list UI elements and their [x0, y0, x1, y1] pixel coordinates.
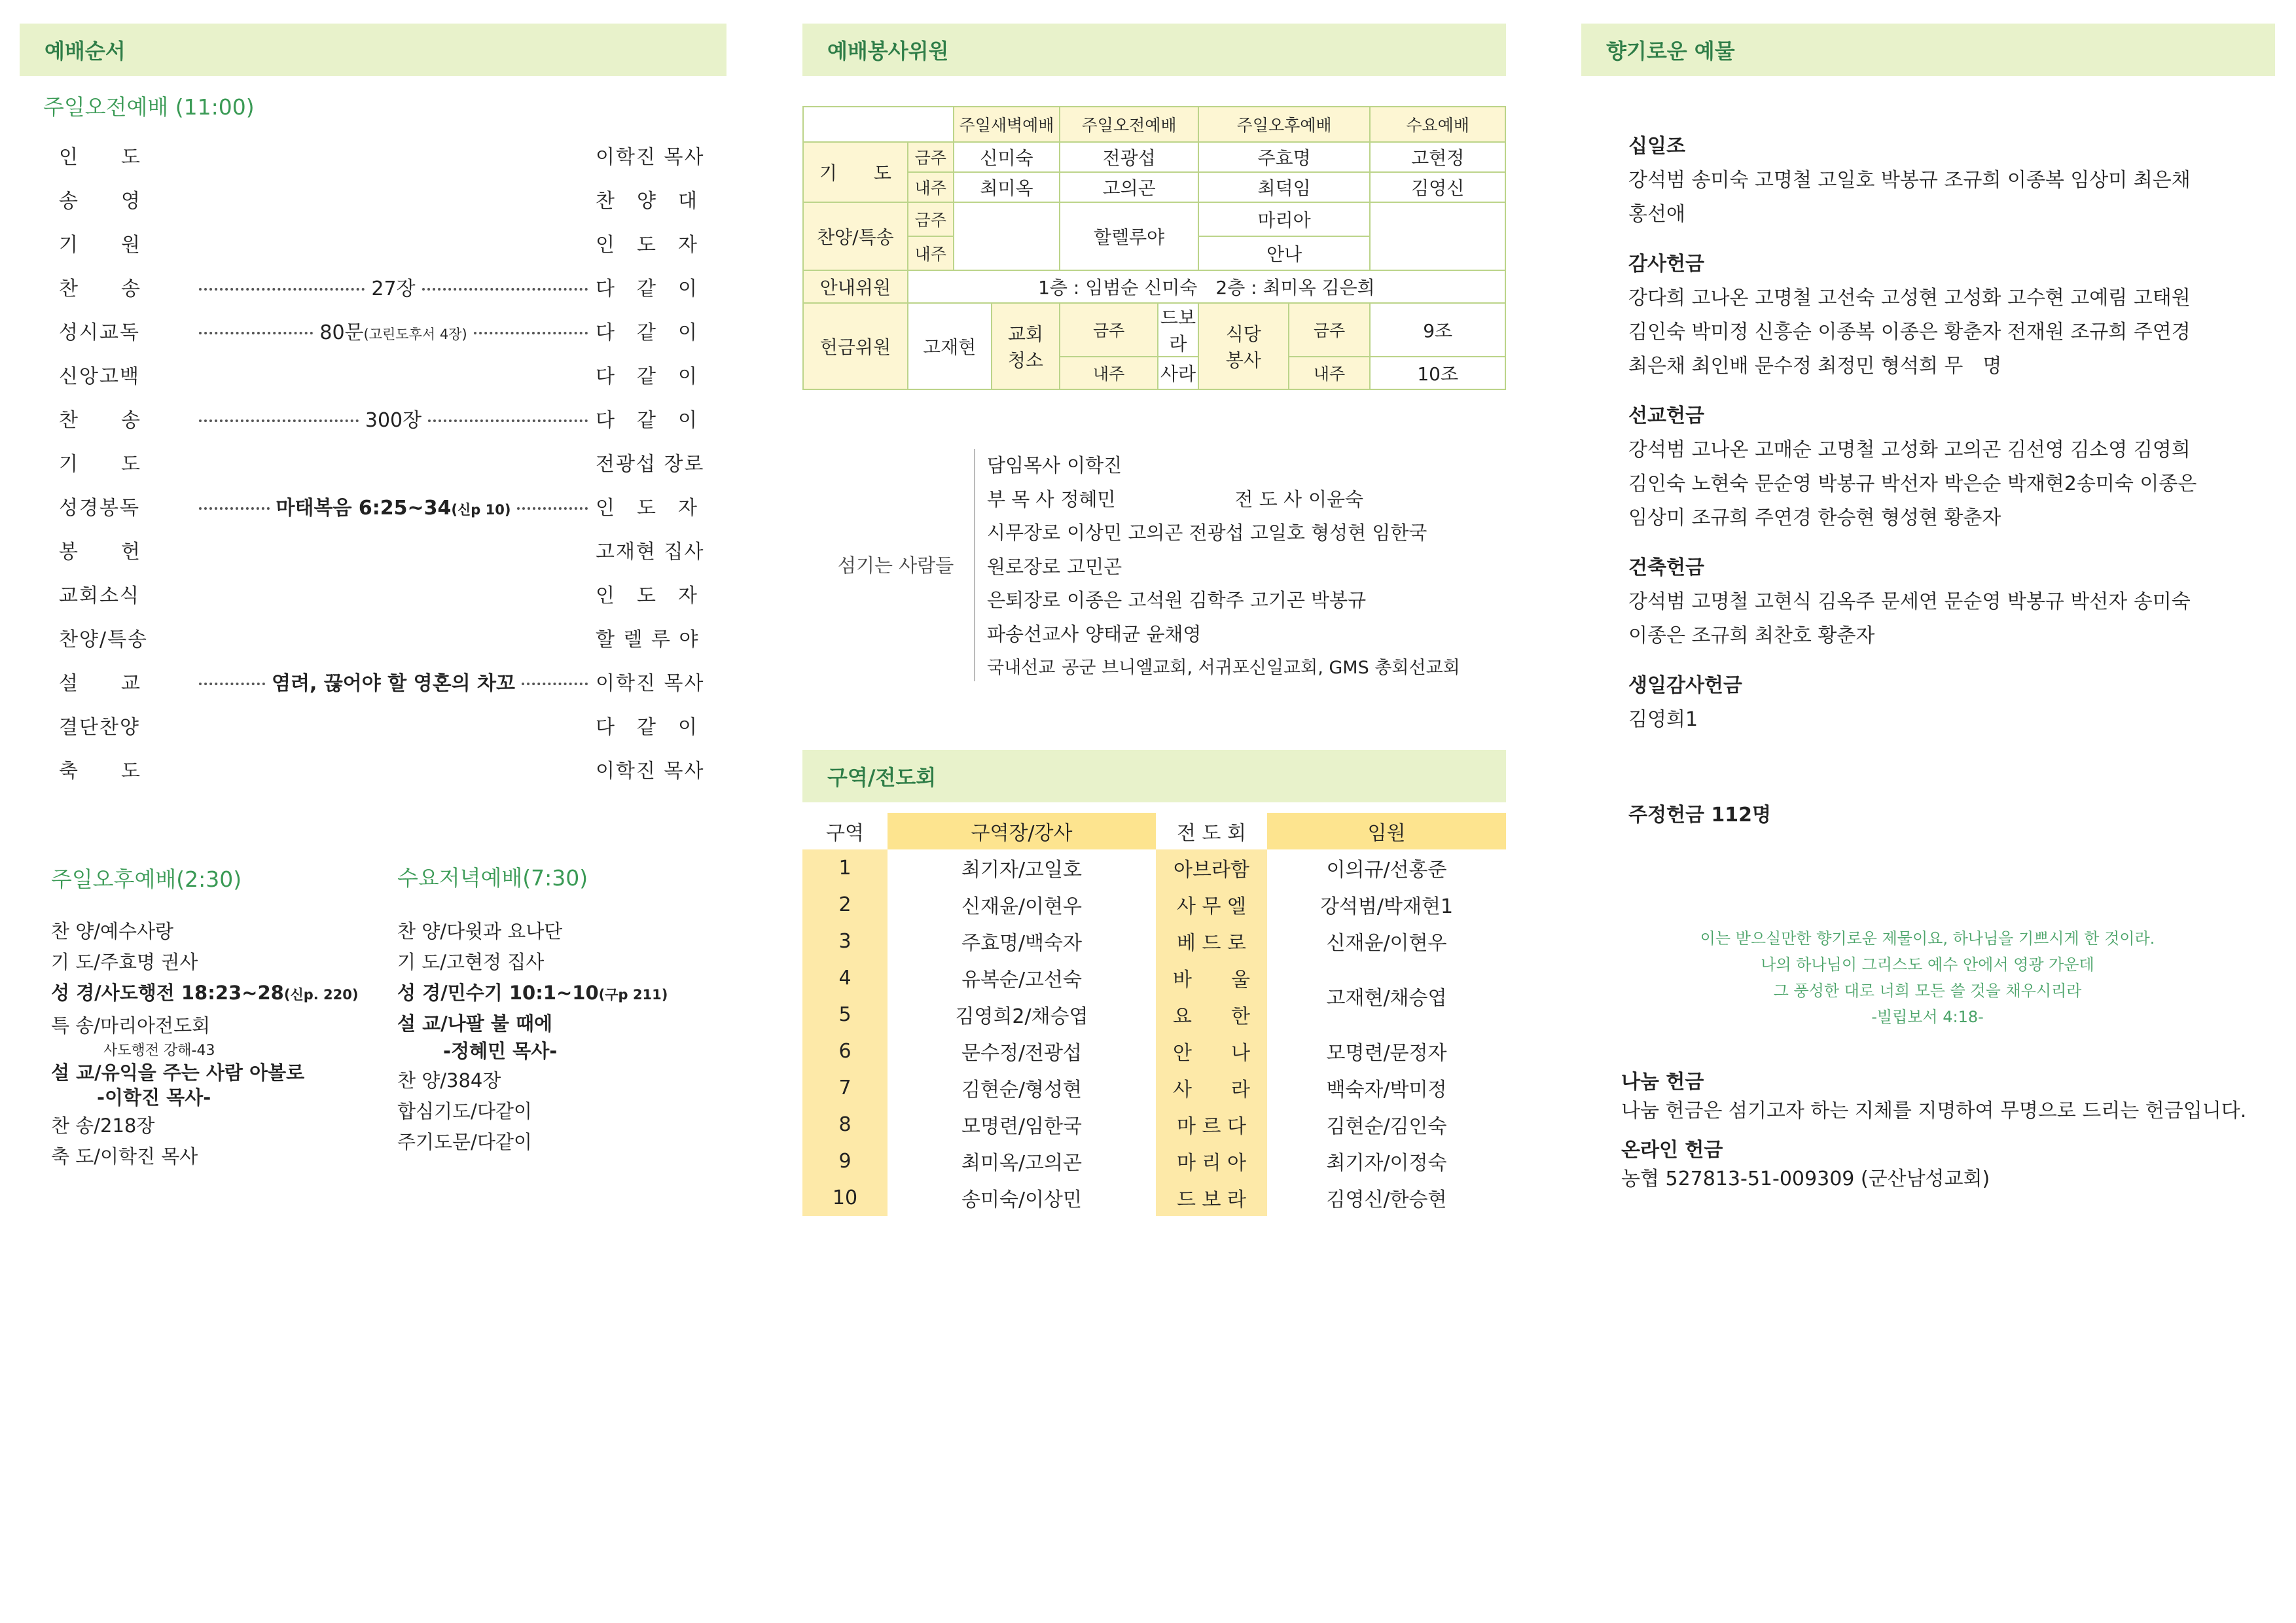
wednesday-line [397, 1127, 668, 1158]
server-names: 공군 브니엘교회, 서귀포신일교회, GMS 총회선교회 [1062, 658, 1460, 678]
sharing-offering [1621, 1068, 2246, 1126]
district-row [802, 1069, 1506, 1106]
dot-leader [199, 373, 588, 376]
order-label: 성시교독 [59, 321, 140, 344]
district-number: 5 [802, 996, 888, 1033]
afternoon-line [51, 1084, 358, 1111]
servers-label: 섬기는 사람들 [838, 554, 954, 577]
afternoon-line-text: 축 도/이학진 목사 [51, 1145, 198, 1168]
server-line [987, 483, 1460, 517]
offering-title: 건축헌금 [1628, 556, 1704, 579]
offering-group [1628, 130, 2197, 232]
order-row [20, 177, 726, 221]
order-leader: 이학진 목사 [596, 759, 705, 783]
dots [474, 332, 588, 334]
praise-afternoon-this: 마리아 [1198, 202, 1370, 236]
cleaning-next-value: 사라 [1158, 357, 1198, 389]
offering-names: 임상미 조규희 주연경 한승현 형성현 황춘자 [1628, 507, 2001, 529]
district-row [802, 849, 1506, 886]
district-number: 2 [802, 886, 888, 923]
order-label: 축 도 [59, 759, 141, 783]
offering-label: 헌금위원 [803, 303, 908, 389]
afternoon-line-text: 특 송/마리아전도회 [51, 1014, 211, 1037]
dot-leader [199, 548, 588, 551]
server-names: 이윤숙 [1308, 488, 1364, 510]
order-leader: 다 같 이 [596, 365, 698, 388]
dots [199, 507, 270, 510]
server-names: 이학진 [1067, 454, 1122, 476]
afternoon-line [51, 1141, 358, 1172]
order-leader: 이학진 목사 [596, 145, 705, 169]
bible-verse [1597, 925, 2258, 1030]
prayer-wednesday-this: 고현정 [1370, 142, 1505, 172]
district-column [802, 750, 1506, 802]
afternoon-line [51, 978, 358, 1010]
district-number: 6 [802, 1033, 888, 1069]
server-role: 국내선교 [987, 658, 1056, 678]
dots [522, 683, 588, 685]
offering-title: 감사헌금 [1628, 253, 1704, 276]
praise-morning: 할렐루야 [1060, 202, 1198, 270]
mission-officer: 백숙자/박미정 [1326, 1079, 1447, 1101]
wednesday-line [397, 916, 668, 947]
verse-line: 나의 하나님이 그리스도 예수 안에서 영광 가운데 [1761, 955, 2094, 974]
mission-officer: 강석범/박재현1 [1319, 895, 1454, 918]
wednesday-line-text: 찬 양/다윗과 요나단 [397, 920, 563, 942]
sharing-title: 나눔 헌금 [1621, 1071, 1704, 1094]
district-row [802, 1143, 1506, 1179]
offering-title: 십일조 [1628, 135, 1685, 158]
dot-leader [199, 461, 588, 463]
wednesday-line-text: 성 경/민수기 10:1~10 [397, 982, 599, 1004]
afternoon-line-text: 설 교/유익을 주는 사람 아볼로 [51, 1061, 305, 1084]
wednesday-line [397, 1096, 668, 1127]
prayer-next-week: 내주 [908, 172, 954, 202]
order-row [20, 747, 726, 791]
server-names: 정혜민 [1060, 488, 1116, 510]
wednesday-service-title: 수요저녁예배(7:30) [397, 865, 588, 891]
district-leader: 김영희2/채승엽 [955, 1005, 1088, 1028]
afternoon-line [51, 947, 358, 978]
dot-leader [199, 667, 588, 696]
district-row [802, 1106, 1506, 1143]
dot-leader [199, 491, 588, 520]
district-col-header: 구역 [826, 822, 864, 845]
dot-leader [199, 198, 588, 200]
order-row [20, 264, 726, 308]
offering-names: 강석범 송미숙 고명철 고일호 박봉규 조규희 이종복 임상미 최은채 [1628, 169, 2191, 192]
district-row [802, 1179, 1506, 1216]
mission-group: 드 보 라 [1156, 1179, 1267, 1216]
offering-group [1628, 247, 2197, 383]
order-label: 신앙고백 [59, 365, 140, 388]
mission-officer: 이의규/선홍준 [1326, 859, 1447, 882]
offering-group [1628, 669, 2197, 737]
kitchen-this-value: 9조 [1370, 303, 1505, 357]
order-row [20, 440, 726, 484]
order-label: 찬양/특송 [59, 628, 149, 651]
order-leader: 다 같 이 [596, 408, 698, 432]
district-leader: 최미옥/고의곤 [961, 1152, 1082, 1175]
online-offering [1621, 1136, 1990, 1194]
offering-group [1628, 551, 2197, 653]
mission-group: 사 무 엘 [1156, 886, 1267, 923]
offering-title: 선교헌금 [1628, 404, 1704, 427]
order-leader: 다 같 이 [596, 715, 698, 739]
order-row [20, 571, 726, 615]
district-header: 구역/전도회 [802, 750, 1506, 802]
wednesday-line [397, 978, 668, 1010]
wednesday-line-text: 주기도문/다같이 [397, 1131, 532, 1153]
order-detail-text: 80문 [319, 321, 364, 344]
order-row [20, 221, 726, 264]
order-label: 결단찬양 [59, 715, 140, 739]
district-row [802, 1033, 1506, 1069]
district-leader: 송미숙/이상민 [961, 1188, 1082, 1211]
district-number: 9 [802, 1143, 888, 1179]
mission-officer: 신재윤/이현우 [1326, 932, 1447, 955]
col-morning: 주일오전예배 [1060, 107, 1198, 142]
wednesday-ref: (구p 211) [598, 987, 668, 1003]
usher-label: 안내위원 [803, 270, 908, 303]
district-number: 4 [802, 959, 888, 996]
afternoon-service-title: 주일오후예배(2:30) [51, 866, 242, 892]
weekly-offering [1628, 798, 1771, 832]
order-detail-text: 마태복음 6:25~34 [276, 496, 452, 520]
prayer-afternoon-this: 주효명 [1198, 142, 1370, 172]
district-number: 7 [802, 1069, 888, 1106]
dots [422, 288, 588, 291]
server-line [987, 449, 1460, 483]
mission-officer: 고재현/채승엽 [1326, 987, 1447, 1010]
praise-this-week: 금주 [908, 202, 954, 236]
cleaning-this-week: 금주 [1060, 303, 1158, 357]
district-leader: 유복순/고선숙 [961, 969, 1082, 991]
order-detail-ref: (신p 10) [451, 501, 511, 518]
mission-group: 사 라 [1156, 1069, 1267, 1106]
order-leader: 인 도 자 [596, 496, 698, 520]
order-row [20, 133, 726, 177]
wednesday-line-text: 찬 양/384장 [397, 1069, 501, 1092]
order-detail [270, 491, 518, 520]
order-label: 송 영 [59, 189, 141, 213]
dot-leader [199, 636, 588, 639]
morning-order-list [20, 133, 726, 791]
praise-next-week: 내주 [908, 236, 954, 270]
offering-names: 김영희1 [1628, 708, 1698, 731]
order-row [20, 396, 726, 440]
district-col-header: 임원 [1267, 813, 1506, 849]
offerings-header: 향기로운 예물 [1581, 24, 2275, 76]
afternoon-line-text: 찬 송/218장 [51, 1115, 155, 1137]
online-account: 농협 527813-51-009309 (군산남성교회) [1621, 1168, 1990, 1190]
dot-leader [199, 154, 588, 156]
order-leader: 찬 양 대 [596, 189, 698, 213]
dots [199, 332, 313, 334]
offering-group [1628, 399, 2197, 535]
prayer-dawn-this: 신미숙 [954, 142, 1060, 172]
offering-names: 홍선애 [1628, 203, 1685, 226]
cleaning-label-1: 교회 [1007, 323, 1043, 345]
online-title: 온라인 헌금 [1621, 1139, 1723, 1162]
verse-line: 이는 받으실만한 향기로운 제물이요, 하나님을 기쁘시게 한 것이라. [1700, 929, 2155, 948]
afternoon-line [51, 916, 358, 947]
worship-order-column [20, 24, 726, 791]
wednesday-line [397, 1010, 668, 1037]
col-dawn: 주일새벽예배 [954, 107, 1060, 142]
dots [199, 288, 365, 291]
col-wednesday: 수요예배 [1370, 107, 1505, 142]
prayer-morning-this: 전광섭 [1060, 142, 1198, 172]
order-detail [359, 404, 428, 433]
order-leader: 다 같 이 [596, 321, 698, 344]
service-staff-column [802, 24, 1506, 76]
dots [199, 683, 265, 685]
order-detail-text: 300장 [365, 408, 422, 432]
servers-list [987, 449, 1460, 685]
server-names: 이종은 고석원 김학주 고기곤 박봉규 [1067, 589, 1367, 611]
order-label: 설 교 [59, 671, 141, 695]
district-number: 3 [802, 923, 888, 959]
cleaning-next-week: 내주 [1060, 357, 1158, 389]
server-line [987, 516, 1460, 550]
district-number: 10 [802, 1179, 888, 1216]
district-col-header: 전 도 회 [1176, 822, 1246, 845]
dots [199, 419, 359, 422]
afternoon-line [51, 1111, 358, 1141]
server-role: 원로장로 [987, 555, 1061, 578]
dot-leader [199, 272, 588, 301]
server-role: 담임목사 [987, 454, 1061, 476]
wednesday-line-text: 합심기도/다같이 [397, 1100, 532, 1122]
mission-group: 아브라함 [1156, 849, 1267, 886]
afternoon-line [51, 1061, 358, 1084]
server-names: 양태균 윤채영 [1085, 622, 1202, 645]
afternoon-line-text: 찬 양/예수사랑 [51, 920, 174, 942]
dot-leader [199, 768, 588, 770]
wednesday-line [397, 947, 668, 978]
prayer-this-week: 금주 [908, 142, 954, 172]
cleaning-label-2: 청소 [1007, 349, 1043, 371]
server-line [987, 651, 1460, 685]
order-detail-ref: (고린도후서 4장) [363, 326, 467, 342]
dot-leader [199, 404, 588, 433]
order-detail [365, 272, 422, 301]
district-leader: 모명련/임한국 [961, 1115, 1082, 1138]
wednesday-line [397, 1065, 668, 1096]
mission-officer: 최기자/이정숙 [1326, 1152, 1447, 1175]
prayer-morning-next: 고의곤 [1060, 172, 1198, 202]
sharing-text: 나눔 헌금은 섬기고자 하는 지체를 지명하여 무명으로 드리는 헌금입니다. [1621, 1099, 2247, 1122]
prayer-dawn-next: 최미옥 [954, 172, 1060, 202]
server-role: 파송선교사 [987, 622, 1079, 645]
district-number: 8 [802, 1106, 888, 1143]
mission-group: 안 나 [1156, 1033, 1267, 1069]
praise-afternoon-next: 안나 [1198, 236, 1370, 270]
dots [428, 419, 588, 422]
offering-names: 강다희 고나온 고명철 고선숙 고성현 고성화 고수현 고예림 고태원 [1628, 287, 2191, 310]
wednesday-line-text: 기 도/고현정 집사 [397, 951, 545, 973]
server-role: 전 도 사 [1234, 488, 1302, 510]
district-table [802, 813, 1506, 1216]
order-detail-text: 27장 [371, 277, 416, 300]
kitchen-label [1198, 303, 1289, 389]
service-staff-header: 예배봉사위원 [802, 24, 1506, 76]
service-staff-table [802, 106, 1506, 390]
dot-leader [199, 592, 588, 595]
district-leader: 주효명/백숙자 [961, 932, 1082, 955]
mission-officer: 모명련/문정자 [1326, 1042, 1447, 1065]
order-leader: 이학진 목사 [596, 671, 705, 695]
usher-value: 1층 : 임범순 신미숙 2층 : 최미옥 김은희 [908, 270, 1505, 303]
order-detail-text: 염려, 끊어야 할 영혼의 차꼬 [272, 671, 515, 695]
offering-groups [1628, 130, 2197, 753]
district-number: 1 [802, 849, 888, 886]
dot-leader [199, 724, 588, 726]
praise-label: 찬양/특송 [803, 202, 908, 270]
order-leader: 고재현 집사 [596, 540, 705, 563]
dots [517, 507, 588, 510]
order-row [20, 659, 726, 703]
cleaning-this-value: 드보라 [1158, 303, 1198, 357]
mission-group: 바 울 [1156, 959, 1267, 996]
cleaning-label [992, 303, 1060, 389]
afternoon-line-text: 기 도/주효명 권사 [51, 951, 198, 973]
order-leader: 전광섭 장로 [596, 452, 705, 476]
server-names: 이상민 고의곤 전광섭 고일호 형성현 임한국 [1067, 522, 1427, 544]
offering-names: 강석범 고나온 고매순 고명철 고성화 고의곤 김선영 김소영 김영희 [1628, 438, 2191, 461]
offering-value: 고재현 [908, 303, 992, 389]
order-label: 교회소식 [59, 584, 140, 607]
worship-order-header: 예배순서 [20, 24, 726, 76]
mission-group: 마 리 아 [1156, 1143, 1267, 1179]
server-names: 고민곤 [1067, 555, 1122, 578]
verse-line: 그 풍성한 대로 너희 모든 쓸 것을 채우시리라 [1773, 982, 2082, 1000]
order-label: 기 도 [59, 452, 141, 476]
order-row [20, 615, 726, 659]
kitchen-this-week: 금주 [1289, 303, 1371, 357]
dot-leader [199, 241, 588, 244]
district-leader: 최기자/고일호 [961, 859, 1082, 882]
afternoon-line [51, 1010, 358, 1041]
server-role: 부 목 사 [987, 488, 1054, 510]
prayer-wednesday-next: 김영신 [1370, 172, 1505, 202]
mission-officer: 김현순/김인숙 [1326, 1115, 1447, 1138]
order-row [20, 484, 726, 527]
offering-names: 강석범 고명철 고현식 김옥주 문세연 문순영 박봉규 박선자 송미숙 [1628, 590, 2191, 613]
order-label: 성경봉독 [59, 496, 140, 520]
order-row [20, 352, 726, 396]
offering-names: 최은채 최인배 문수정 최정민 형석희 무 명 [1628, 355, 2002, 378]
order-leader: 다 같 이 [596, 277, 698, 300]
afternoon-line-text: -이학진 목사- [97, 1086, 211, 1109]
afternoon-order-list [51, 916, 358, 1172]
dot-leader [199, 316, 588, 345]
wednesday-line-text: -정혜민 목사- [443, 1040, 558, 1062]
kitchen-next-value: 10조 [1370, 357, 1505, 389]
prayer-afternoon-next: 최덕임 [1198, 172, 1370, 202]
order-label: 봉 헌 [59, 540, 141, 563]
afternoon-line-text: 사도행전 강해-43 [103, 1043, 215, 1059]
servers-divider [974, 449, 975, 681]
mission-group: 베 드 로 [1156, 923, 1267, 959]
mission-group: 요 한 [1156, 996, 1267, 1033]
order-leader: 할 렐 루 야 [596, 628, 700, 651]
weekly-offering-text: 주정헌금 112명 [1628, 804, 1771, 827]
afternoon-ref: (신p. 220) [283, 987, 359, 1003]
mission-officer: 김영신/한승현 [1326, 1188, 1447, 1211]
order-label: 기 원 [59, 233, 141, 257]
kitchen-label-1: 식당 [1225, 323, 1261, 345]
afternoon-line-text: 성 경/사도행전 18:23~28 [51, 982, 284, 1004]
wednesday-order-list [397, 916, 668, 1158]
table-corner [803, 107, 954, 142]
offering-names: 이종은 조규희 최찬호 황춘자 [1628, 624, 1875, 647]
order-label: 인 도 [59, 145, 141, 169]
district-col-header: 구역장/강사 [888, 813, 1156, 849]
order-row [20, 308, 726, 352]
order-leader: 인 도 자 [596, 233, 698, 257]
server-line [987, 618, 1460, 652]
order-detail [265, 667, 522, 696]
server-role: 은퇴장로 [987, 589, 1061, 611]
server-line [987, 584, 1460, 618]
verse-line: -빌립보서 4:18- [1871, 1008, 1984, 1026]
prayer-label: 기 도 [803, 142, 908, 202]
district-row [802, 886, 1506, 923]
district-row [802, 923, 1506, 959]
order-row [20, 703, 726, 747]
order-row [20, 527, 726, 571]
afternoon-line [51, 1041, 358, 1061]
order-label: 찬 송 [59, 277, 141, 300]
order-detail [313, 316, 473, 345]
offering-names: 김인숙 노현숙 문순영 박봉규 박선자 박은순 박재현2송미숙 이종은 [1628, 473, 2197, 495]
district-leader: 김현순/형성현 [961, 1079, 1082, 1101]
wednesday-line-text: 설 교/나팔 불 때에 [397, 1012, 552, 1035]
offerings-column [1581, 24, 2275, 76]
col-afternoon: 주일오후예배 [1198, 107, 1370, 142]
order-leader: 인 도 자 [596, 584, 698, 607]
offering-names: 김인숙 박미정 신흥순 이종복 이종은 황춘자 전재원 조규희 주연경 [1628, 321, 2191, 344]
district-row [802, 959, 1506, 996]
server-role: 시무장로 [987, 522, 1061, 544]
server-line [987, 550, 1460, 584]
kitchen-next-week: 내주 [1289, 357, 1371, 389]
order-label: 찬 송 [59, 408, 141, 432]
morning-service-title: 주일오전예배 (11:00) [43, 94, 255, 120]
district-leader: 신재윤/이현우 [961, 895, 1082, 918]
praise-dawn [954, 202, 1060, 270]
offering-title: 생일감사헌금 [1628, 674, 1742, 697]
praise-wednesday [1370, 202, 1505, 270]
district-leader: 문수정/전광섭 [961, 1042, 1082, 1065]
mission-group: 마 르 다 [1156, 1106, 1267, 1143]
wednesday-line [397, 1037, 668, 1065]
kitchen-label-2: 봉사 [1225, 349, 1261, 371]
